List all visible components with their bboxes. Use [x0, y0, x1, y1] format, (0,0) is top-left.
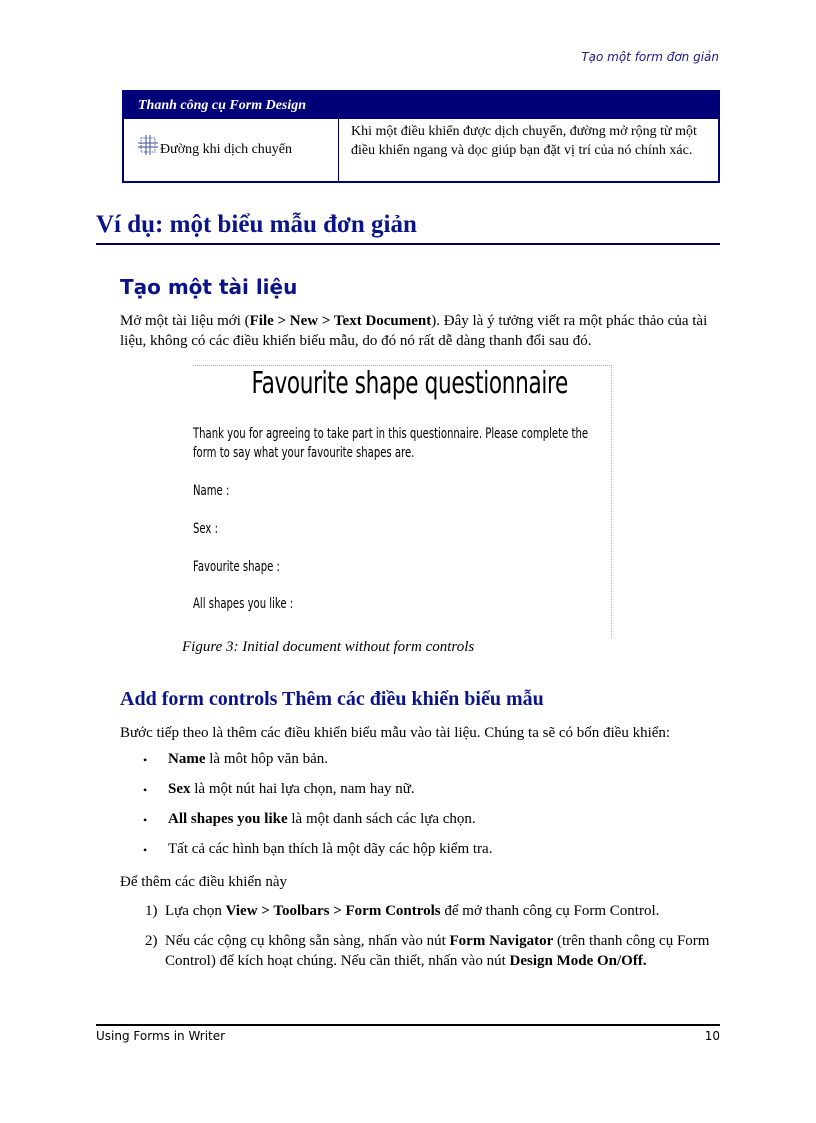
sample-intro-line2: form to say what your favourite shapes are.	[193, 445, 415, 461]
table-row	[124, 119, 718, 181]
sample-field-shape: Favourite shape :	[193, 559, 280, 575]
running-header: Tạo một form đơn giản	[581, 50, 719, 64]
subsection-title-create-document: Tạo một tài liệu	[120, 275, 298, 299]
grid-snap-icon	[138, 135, 158, 155]
list-item: • Tất cả các hình bạn thích là một dãy các hộp kiểm tra.	[140, 841, 720, 871]
page-number: 10	[704, 1029, 720, 1043]
toolbar-table	[122, 90, 720, 183]
footer-title: Using Forms in Writer	[96, 1029, 226, 1043]
sample-document-image	[193, 365, 612, 638]
sample-field-all-shapes: All shapes you like :	[193, 596, 294, 612]
paragraph-create-document: Mở một tài liệu mới (File > New > Text Document). Đây là ý tưởng viết ra một phác thảo của tài liệu, không có các điều khiển biểu mẫu, do đó nó rất dễ dàng thanh đổi sau đó.	[120, 313, 708, 349]
sample-field-sex: Sex :	[193, 521, 218, 537]
table-cell-label	[124, 119, 339, 181]
section-title: Ví dụ: một biểu mẫu đơn giản	[96, 211, 720, 245]
subsection-title-add-controls: Add form controls Thêm các điều khiển biểu mẫu	[120, 688, 544, 710]
paragraph-add-controls: Bước tiếp theo là thêm các điều khiển biểu mẫu vào tài liệu. Chúng ta sẽ có bốn điều khiển:	[120, 725, 671, 741]
controls-list	[140, 751, 720, 871]
sample-field-name: Name :	[193, 483, 230, 499]
row-description: Khi một điều khiển được dịch chuyển, đường mở rộng từ một điều khiển ngang và dọc giúp bạn đặt vị trí của nó chính xác.	[351, 124, 697, 158]
sample-title: Favourite shape questionnaire	[251, 366, 568, 401]
steps-list	[145, 901, 720, 981]
footer-rule	[96, 1024, 720, 1026]
table-heading: Thanh công cụ Form Design	[124, 92, 718, 119]
row-label: Đường khi dịch chuyển	[160, 142, 293, 157]
sample-intro-line1: Thank you for agreeing to take part in this questionnaire. Please complete the	[193, 426, 589, 442]
figure-caption: Figure 3: Initial document without form controls	[182, 639, 475, 655]
step-item: 2) Nếu các cộng cụ không sẵn sàng, nhấn vào nút Form Navigator (trên thanh công cụ Form Control) để kích hoạt chúng. Nếu cần thiết, nhấn vào nút Design Mode On/Off.	[145, 933, 710, 969]
list-item: • Sex là một nút hai lựa chọn, nam hay nữ.	[140, 781, 720, 811]
list-item: • All shapes you like là một danh sách các lựa chọn.	[140, 811, 720, 841]
list-item: • Name là môt hôp văn bản.	[140, 751, 720, 781]
paragraph-lead: Để thêm các điều khiển này	[120, 874, 288, 890]
step-item: 1) Lựa chọn View > Toolbars > Form Controls để mở thanh công cụ Form Control.	[145, 903, 660, 919]
